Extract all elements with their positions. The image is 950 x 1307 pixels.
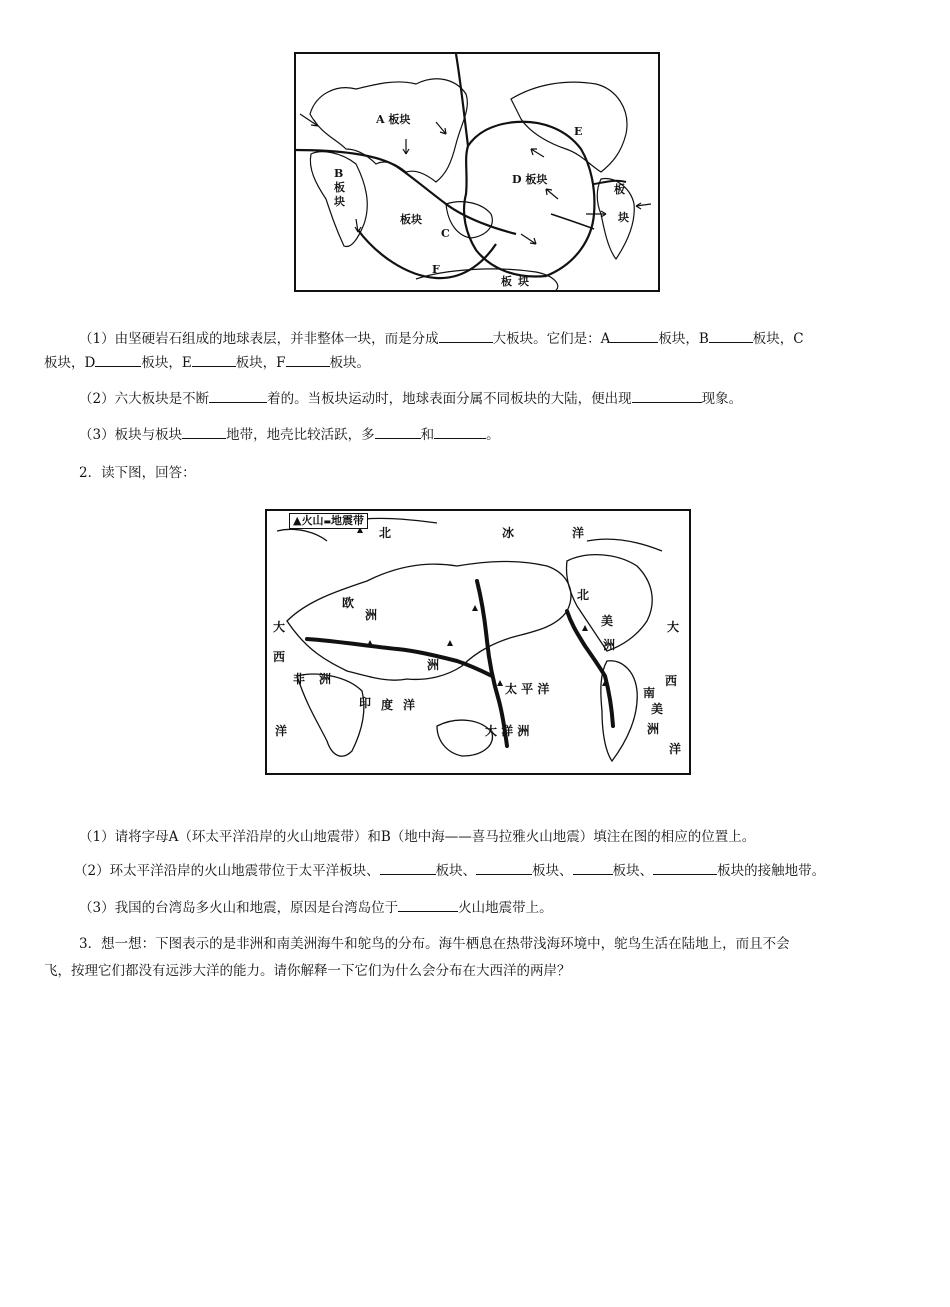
label-plate-c: C <box>441 227 450 240</box>
answer-blank[interactable] <box>286 352 330 367</box>
label-plate-d: D 板块 <box>512 173 548 186</box>
q1-text-d: 板块，C <box>752 331 804 347</box>
volcano-earthquake-map-figure <box>265 509 691 775</box>
answer-blank[interactable] <box>192 352 236 367</box>
q1-paragraph <box>44 328 908 350</box>
q2-text-c: 现象。 <box>701 391 743 407</box>
label-plate-f: F <box>432 263 440 276</box>
label-plate-e: E <box>574 125 583 138</box>
q1-text-a: （1）由坚硬岩石组成的地球表层，并非整体一块，而是分成 <box>79 331 439 347</box>
label-ratl-yang: 洋 <box>669 742 682 756</box>
q2-2-text-a: （2）环太平洋沿岸的火山地震带位于太平洋板块、 <box>74 863 380 879</box>
legend-belt-icon: ▬ <box>323 516 332 526</box>
label-india-1: 印 <box>359 696 372 710</box>
q2-2-text-d: 板块、 <box>612 863 654 879</box>
label-plate-b-kuai: 块 <box>334 195 345 208</box>
q1-text-g: 板块，F <box>235 355 286 371</box>
q2-2-text-e: 板块的接触地带。 <box>717 863 826 879</box>
q1-text-b: 大板块。它们是：A <box>492 331 611 347</box>
q1-text-c: 板块，B <box>658 331 709 347</box>
label-india-3: 洋 <box>403 698 416 712</box>
q2-1-paragraph: （1）请将字母A（环太平洋沿岸的火山地震带）和B（地中海——喜马拉雅火山地震）填注在图的相应的位置上。 <box>79 829 756 845</box>
answer-blank[interactable] <box>398 897 458 912</box>
q2-paragraph <box>44 388 908 410</box>
q1-text-h: 板块。 <box>329 355 371 371</box>
q3-text-b: 地带，地壳比较活跃，多 <box>226 427 375 443</box>
q1-text-e: 板块，D <box>44 355 96 371</box>
answer-blank[interactable] <box>434 424 486 439</box>
q1-text-f: 板块，E <box>141 355 192 371</box>
label-na-3: 洲 <box>603 638 616 652</box>
section3-line2: 飞，按理它们都没有远涉大洋的能力。请你解释一下它们为什么会分布在大西洋的两岸？ <box>44 963 571 979</box>
label-ocean-n: 洋 <box>572 526 585 540</box>
label-plate-c-ban-kuai: 板块 <box>400 213 422 226</box>
plate-map-drawing <box>296 54 658 290</box>
q2-3-paragraph <box>44 897 908 919</box>
label-india-2: 度 <box>381 698 394 712</box>
map-legend <box>289 513 368 529</box>
label-asia-zhou: 洲 <box>427 658 440 672</box>
q2-text-a: （2）六大板块是不断 <box>79 391 210 407</box>
label-plate-b-ban: 板 <box>334 181 345 194</box>
q3-text-d: 。 <box>486 427 500 443</box>
label-atl-da: 大 <box>273 620 286 634</box>
q3-text-a: （3）板块与板块 <box>79 427 183 443</box>
answer-blank[interactable] <box>476 860 532 875</box>
label-plate-b: B <box>334 167 344 180</box>
label-africa-1: 非 <box>293 672 306 686</box>
label-ice: 冰 <box>502 526 515 540</box>
q2-3-text-a: （3）我国的台湾岛多火山和地震，原因是台湾岛位于 <box>79 900 399 916</box>
label-plate-e-kuai: 块 <box>618 211 629 224</box>
label-plate-f-kuai: 块 <box>518 275 529 288</box>
answer-blank[interactable] <box>439 328 493 343</box>
q2-2-text-c: 板块、 <box>532 863 573 879</box>
answer-blank[interactable] <box>375 424 421 439</box>
label-plate-e-ban: 板 <box>614 183 625 196</box>
label-oceania: 大 洋 洲 <box>485 724 530 738</box>
section2-title: 2．读下图，回答： <box>79 465 196 481</box>
label-ratl-xi: 西 <box>665 674 678 688</box>
answer-blank[interactable] <box>182 424 226 439</box>
label-atl-xi: 西 <box>273 650 286 664</box>
answer-blank[interactable] <box>95 352 141 367</box>
label-na-1: 北 <box>577 588 590 602</box>
answer-blank[interactable] <box>209 388 267 403</box>
answer-blank[interactable] <box>632 388 702 403</box>
q2-3-text-b: 火山地震带上。 <box>458 900 553 916</box>
label-ratl-da: 大 <box>667 620 680 634</box>
answer-blank[interactable] <box>709 328 753 343</box>
section3-line1: 3．想一想：下图表示的是非洲和南美洲海牛和鸵鸟的分布。海牛栖息在热带浅海环境中，鸵鸟生活在陆地上，而且不会 <box>79 936 790 952</box>
label-europe-2: 洲 <box>365 608 378 622</box>
q2-2-text-b: 板块、 <box>435 863 477 879</box>
plate-map-figure <box>294 52 660 292</box>
answer-blank[interactable] <box>380 860 436 875</box>
label-sa-1: 南 <box>643 686 656 700</box>
label-na-2: 美 <box>601 614 614 628</box>
label-north: 北 <box>379 526 392 540</box>
label-europe-1: 欧 <box>342 596 355 610</box>
label-pacific: 太 平 洋 <box>505 682 550 696</box>
q3-text-c: 和 <box>420 427 435 443</box>
q2-2-paragraph <box>74 860 938 882</box>
label-africa-2: 洲 <box>319 672 332 686</box>
label-sa-2: 美 <box>651 702 664 716</box>
answer-blank[interactable] <box>653 860 717 875</box>
q1-paragraph-cont <box>44 352 908 374</box>
q3-paragraph <box>44 424 908 446</box>
volcano-map-drawing <box>267 511 689 773</box>
label-plate-a: A 板块 <box>376 113 411 126</box>
answer-blank[interactable] <box>573 860 613 875</box>
legend-quake-label: 地震带 <box>331 514 365 527</box>
label-sa-3: 洲 <box>647 722 660 736</box>
legend-volcano-icon: ▲ <box>293 514 302 527</box>
label-atl-yang: 洋 <box>275 724 288 738</box>
q2-text-b: 着的。当板块运动时，地球表面分属不同板块的大陆，便出现 <box>267 391 632 407</box>
legend-volcano-label: 火山 <box>301 514 324 527</box>
label-plate-f-ban: 板 <box>501 275 512 288</box>
answer-blank[interactable] <box>610 328 658 343</box>
